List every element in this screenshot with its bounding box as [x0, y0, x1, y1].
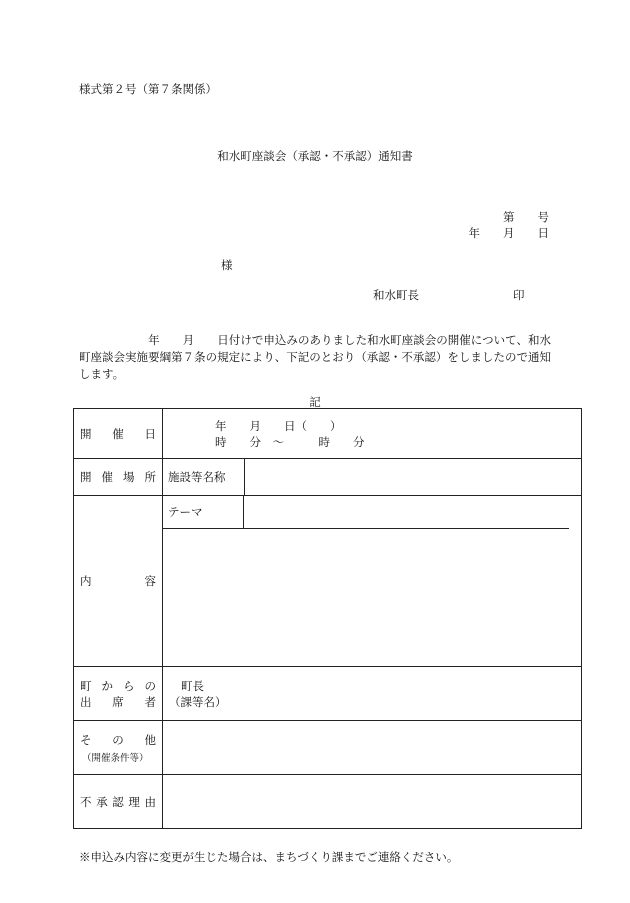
row-place	[74, 459, 582, 496]
row-date	[74, 409, 582, 459]
staff-label: 町 か ら の 出 席 者	[74, 667, 163, 721]
facility-value-cell[interactable]	[245, 459, 582, 496]
date-line: 年 月 日（ ）	[215, 418, 342, 433]
staff-value-cell[interactable]	[163, 667, 582, 721]
theme-label: テーマ	[163, 496, 244, 529]
seal-mark: 印	[513, 288, 525, 302]
row-reason	[74, 775, 582, 829]
document-number: 第 号	[503, 210, 549, 224]
staff-section: （課等名）	[169, 694, 227, 709]
content-cell[interactable]	[163, 496, 582, 667]
other-value-cell[interactable]	[163, 721, 582, 775]
body-text: 年 月 日付けで申込みのありました和水町座談会の開催について、和水町座談会実施要綱第７条の規定により、下記のとおり（承認・不承認）をしましたので通知します。	[79, 333, 551, 381]
sender-name: 和水町長	[373, 288, 419, 302]
document-date: 年 月 日	[468, 226, 549, 240]
form-number: 様式第２号（第７条関係）	[79, 82, 217, 96]
place-label: 開 催 場 所	[74, 459, 163, 496]
reason-label: 不 承 認 理 由	[74, 775, 163, 829]
row-other	[74, 721, 582, 775]
row-staff	[74, 667, 582, 721]
row-content	[74, 496, 582, 667]
addressee-suffix: 様	[221, 258, 233, 272]
staff-mayor: 町長	[181, 678, 204, 693]
footer-note: ※申込み内容に変更が生じた場合は、まちづくり課までご連絡ください。	[79, 850, 459, 864]
date-value-cell[interactable]	[163, 409, 582, 459]
ki-heading: 記	[309, 395, 321, 409]
time-line: 時 分 ～ 時 分	[215, 434, 365, 449]
details-table	[73, 408, 582, 829]
date-label: 開 催 日	[74, 409, 163, 459]
other-label: そ の 他 （開催条件等）	[74, 721, 163, 775]
theme-value[interactable]	[244, 496, 569, 529]
document-title: 和水町座談会（承認・不承認）通知書	[217, 149, 413, 163]
content-label: 内 容	[74, 496, 163, 667]
reason-value-cell[interactable]	[163, 775, 582, 829]
other-sub-label: （開催条件等）	[82, 752, 149, 764]
facility-label: 施設等名称	[163, 459, 245, 496]
